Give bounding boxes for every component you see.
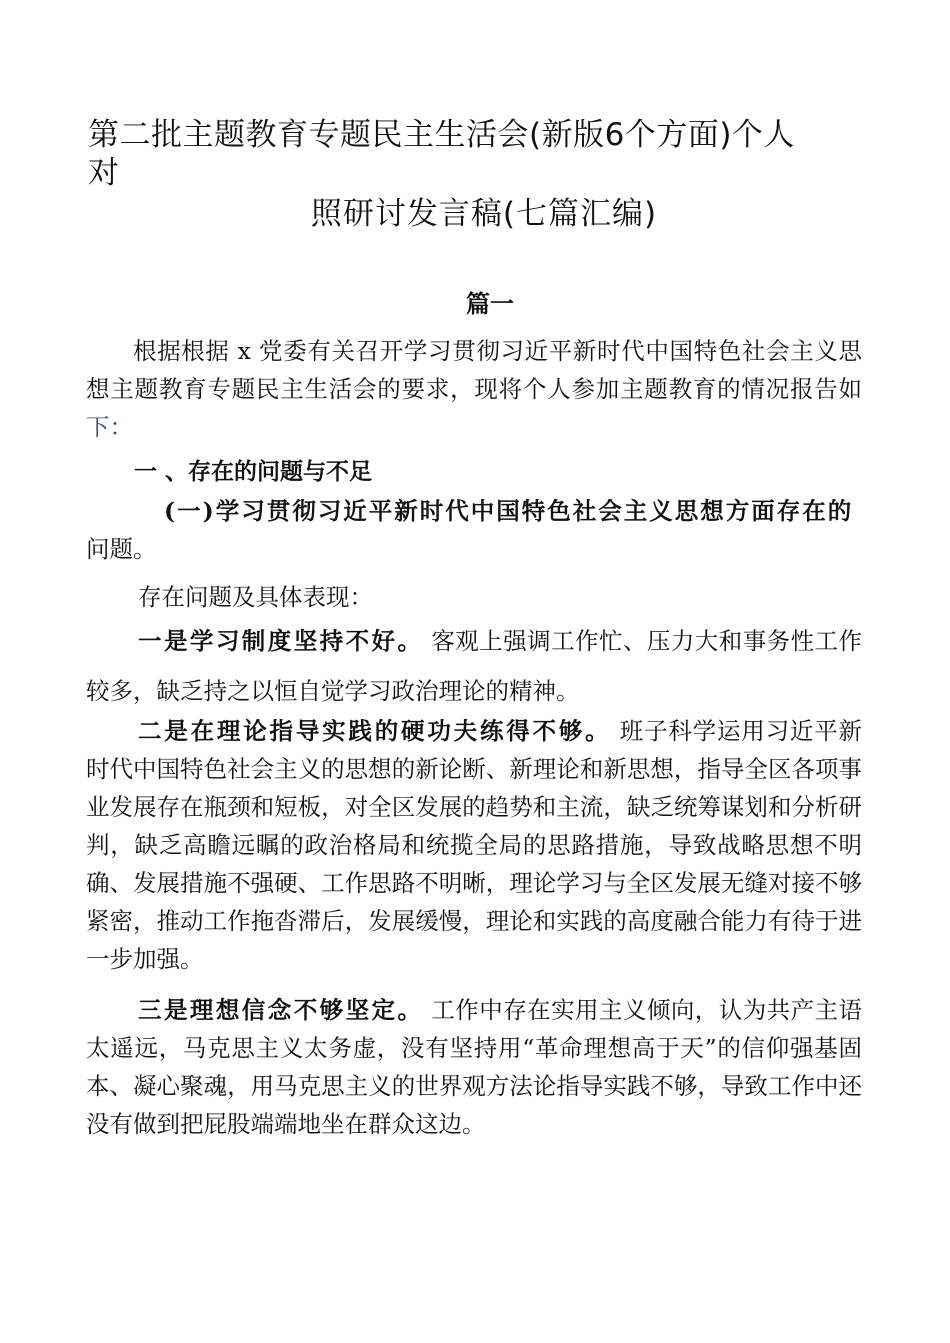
- item-3-text: 工作中存在实用主义倾向，认为共产主语太遥远，马克思主义太务虚，没有坚持用“革命理想高于天”的信仰强基固本、凝心聚魂，用马克思主义的世界观方法论指导实践不够，导致工作中还没有做到把屁股端端地坐在群众这边。: [86, 996, 862, 1138]
- document-title-line-2: 对: [88, 155, 119, 191]
- item-2-text: 班子科学运用习近平新时代中国特色社会主义的思想的新论断、新理论和新思想，指导全区各项事业发展存在瓶颈和短板，对全区发展的趋势和主流，缺乏统筹谋划和分析研判，缺乏高瞻远瞩的政治格局和统揽全局的思路措施，导致战略思想不明确、发展措施不强硬、工作思路不明晰，理论学习与全区发展无缝对接不够紧密，推动工作拖沓滞后，发展缓慢，理论和实践的高度融合能力有待于进一步加强。: [86, 717, 862, 973]
- intro-text-tail: 下：: [86, 413, 133, 441]
- item-2-paragraph: [86, 712, 862, 978]
- item-1-paragraph: [86, 616, 862, 716]
- document-title-line-1: 第二批主题教育专题民主生活会(新版6个方面)个人: [88, 117, 795, 153]
- chapter-heading: 篇一: [466, 290, 514, 318]
- subsection-1-heading: (一)学习贯彻习近平新时代中国特色社会主义思想方面存在的: [164, 497, 854, 525]
- intro-paragraph: [86, 332, 862, 446]
- subsection-1-heading-tail: 问题。: [86, 535, 157, 563]
- document-title-line-3: 照研讨发言稿(七篇汇编): [310, 196, 658, 232]
- intro-text: 根据根据 x 党委有关召开学习贯彻习近平新时代中国特色社会主义思想主题教育专题民主生活会的要求，现将个人参加主题教育的情况报告如: [86, 337, 862, 403]
- subsection-1-block: [86, 492, 862, 568]
- item-1-text: 客观上强调工作忙、压力大和事务性工作较多，缺乏持之以恒自觉学习政治理论的精神。: [86, 627, 862, 705]
- item-3-paragraph: [86, 991, 862, 1143]
- item-3-lead: 三是理想信念不够坚定。: [138, 996, 424, 1024]
- item-1-lead: 一是学习制度坚持不好。: [138, 627, 424, 655]
- section-1-heading: 一 、存在的问题与不足: [134, 459, 373, 485]
- problems-intro: 存在问题及具体表现：: [138, 583, 373, 611]
- item-2-lead: 二是在理论指导实践的硬功夫练得不够。: [138, 717, 612, 745]
- problems-intro-block: [86, 578, 862, 616]
